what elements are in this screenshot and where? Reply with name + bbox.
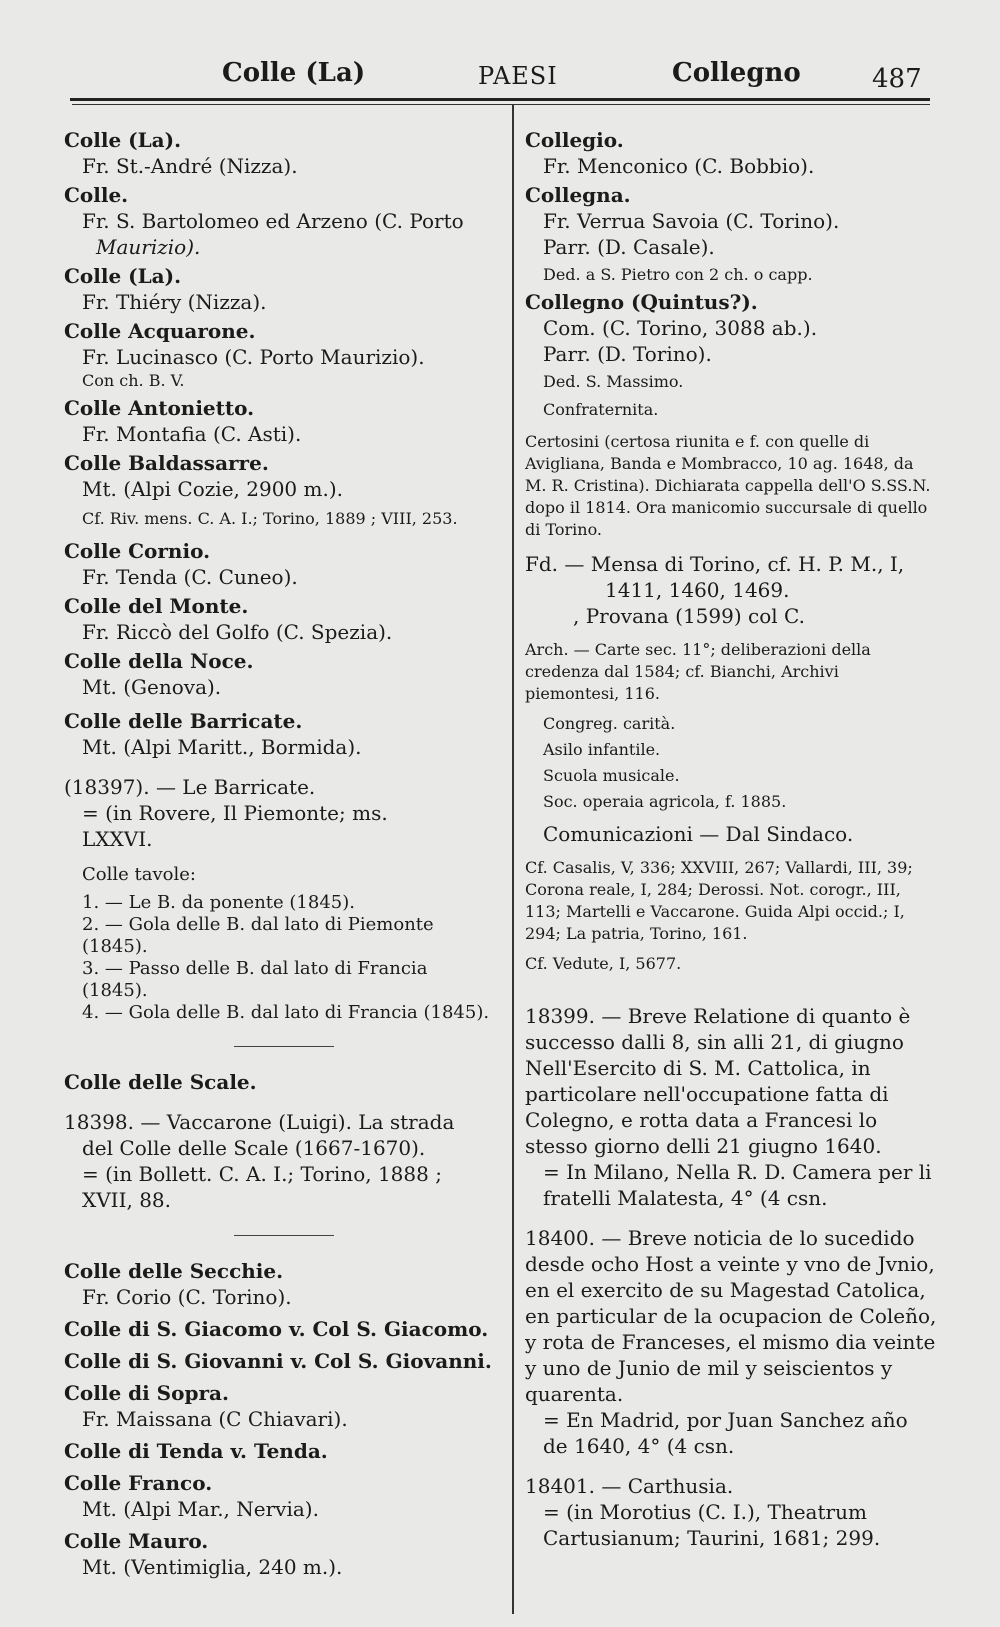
column-divider (512, 104, 514, 1614)
running-head-center: PAESI (478, 62, 558, 90)
entry-title: Colle di Sopra. (64, 1381, 229, 1405)
entry-title: Colle (La). (64, 264, 182, 288)
tavola-item: 4. — Gola delle B. dal lato di Francia (1845). (82, 1002, 490, 1023)
bibliography-number: 18398. — Vaccarone (Luigi). La strada (64, 1110, 455, 1134)
bibliography-entry: 18400. — Breve noticia de lo sucedido desde ocho Host a veinte y vno de Jvnio, en el exercito de su Magestad Catolica, en particular de la ocupacion de Coleño, y rota de Franceses, el mismo dia veinte y uno de Junio de mil y seiscientos y quarenta. (525, 1226, 937, 1406)
bibliography-line: = (in Rovere, Il Piemonte; ms. (82, 801, 388, 825)
entry-line: Com. (C. Torino, 3088 ab.). (543, 316, 818, 340)
entry-line: Fr. Menconico (C. Bobbio). (543, 154, 815, 178)
entry-line: Mt. (Genova). (82, 675, 222, 699)
entry-note: Soc. operaia agricola, f. 1885. (543, 792, 787, 811)
bibliography-line: del Colle delle Scale (1667-1670). (82, 1136, 426, 1160)
entry-note: Confraternita. (543, 400, 659, 419)
entry-title: Colle delle Secchie. (64, 1259, 284, 1283)
entry-title: Colle delle Barricate. (64, 709, 303, 733)
bibliography-line: XVII, 88. (82, 1188, 172, 1212)
separator (234, 1046, 334, 1047)
entry-title: Colle. (64, 183, 129, 207)
entry-line: Fr. Lucinasco (C. Porto Maurizio). (82, 345, 425, 369)
bibliography-number: (18397). — Le Barricate. (64, 775, 316, 799)
entry-title: Colle del Monte. (64, 594, 249, 618)
left-column (64, 124, 494, 1580)
entry-title: Colle Cornio. (64, 539, 211, 563)
entry-line: Fr. Thiéry (Nizza). (82, 290, 267, 314)
entry-title: Colle Mauro. (64, 1529, 209, 1553)
entry-reference: Cf. Vedute, I, 5677. (525, 954, 682, 973)
bibliography-line: LXXVI. (82, 827, 153, 851)
entry-line: Maurizio). (96, 235, 201, 259)
entry-title: Colle delle Scale. (64, 1070, 257, 1094)
entry-line: Fr. Riccò del Golfo (C. Spezia). (82, 620, 393, 644)
entry-title: Colle della Noce. (64, 649, 254, 673)
entry-title: Colle Franco. (64, 1471, 213, 1495)
entry-line: Fr. Montafia (C. Asti). (82, 422, 302, 446)
entry-title: Colle di S. Giacomo v. Col S. Giacomo. (64, 1317, 489, 1341)
entry-paragraph: Arch. — Carte sec. 11°; deliberazioni della credenza dal 1584; cf. Bianchi, Archivi piemontesi, 116. (525, 640, 871, 703)
bibliography-line: = In Milano, Nella R. D. Camera per li fratelli Malatesta, 4° (4 csn. (543, 1160, 932, 1210)
entry-line: Parr. (D. Casale). (543, 235, 715, 259)
entry-line: Fr. Corio (C. Torino). (82, 1285, 292, 1309)
entry-title: Colle Antonietto. (64, 396, 255, 420)
entry-line: Fr. S. Bartolomeo ed Arzeno (C. Porto (82, 209, 464, 233)
entry-line: Fd. — Mensa di Torino, cf. H. P. M., I, (525, 552, 905, 576)
entry-title: Collegno (Quintus?). (525, 290, 758, 314)
entry-line: Fr. St.-André (Nizza). (82, 154, 298, 178)
tavole-heading: Colle tavole: (82, 864, 196, 885)
right-column (525, 124, 937, 1551)
entry-paragraph: Certosini (certosa riunita e f. con quelle di Avigliana, Banda e Mombracco, 10 ag. 1648, da M. R. Cristina). Dichiarata cappella dell'O S.SS.N. dopo il 1814. Ora manicomio succursale di quello di Torino. (525, 432, 931, 539)
bibliography-line: = (in Bollett. C. A. I.; Torino, 1888 ; (82, 1162, 442, 1186)
page-number: 487 (872, 64, 922, 94)
entry-reference: Cf. Casalis, V, 336; XXVIII, 267; Vallardi, III, 39; Corona reale, I, 284; Derossi. Not. corogr., III, 113; Martelli e Vaccarone. Guida Alpi occid.; I, 294; La patria, Torino, 161. (525, 858, 913, 943)
entry-line: Fr. Maissana (C Chiavari). (82, 1407, 348, 1431)
entry-title: Colle di Tenda v. Tenda. (64, 1439, 328, 1463)
entry-line: Mt. (Alpi Cozie, 2900 m.). (82, 477, 343, 501)
entry-title: Collegna. (525, 183, 631, 207)
entry-line: Mt. (Alpi Maritt., Bormida). (82, 735, 362, 759)
entry-line: Fr. Tenda (C. Cuneo). (82, 565, 298, 589)
entry-line: , Provana (1599) col C. (573, 604, 805, 628)
entry-title: Colle di S. Giovanni v. Col S. Giovanni. (64, 1349, 492, 1373)
tavola-item: 3. — Passo delle B. dal lato di Francia (1845). (82, 958, 428, 1001)
bibliography-entry: 18399. — Breve Relatione di quanto è successo dalli 8, sin alli 21, di giugno Nell'Esercito di S. M. Cattolica, in particolare nell'occupatione fatta di Colegno, e rotta data a Francesi lo stesso giorno delli 21 giugno 1640. (525, 1004, 911, 1158)
tavola-item: 2. — Gola delle B. dal lato di Piemonte (1845). (82, 914, 434, 957)
page-header (0, 0, 1000, 110)
entry-line: 1411, 1460, 1469. (605, 578, 790, 602)
entry-title: Colle Baldassarre. (64, 451, 269, 475)
bibliography-line: = (in Morotius (C. I.), Theatrum Cartusianum; Taurini, 1681; 299. (543, 1500, 881, 1550)
entry-note: Congreg. carità. (543, 714, 676, 733)
bibliography-number: 18401. — Carthusia. (525, 1474, 734, 1498)
header-rule-thin (72, 104, 930, 105)
bibliography-line: = En Madrid, por Juan Sanchez año de 1640, 4° (4 csn. (543, 1408, 908, 1458)
entry-note: Asilo infantile. (543, 740, 661, 759)
header-rule (70, 98, 930, 101)
separator (234, 1235, 334, 1236)
entry-reference: Cf. Riv. mens. C. A. I.; Torino, 1889 ; VIII, 253. (82, 509, 458, 528)
entry-line: Parr. (D. Torino). (543, 342, 712, 366)
entry-note: Con ch. B. V. (82, 371, 185, 390)
entry-line: Mt. (Alpi Mar., Nervia). (82, 1497, 319, 1521)
entry-title: Colle Acquarone. (64, 319, 256, 343)
entry-note: Ded. S. Massimo. (543, 372, 684, 391)
entry-note: Ded. a S. Pietro con 2 ch. o capp. (543, 265, 813, 284)
entry-line: Mt. (Ventimiglia, 240 m.). (82, 1555, 343, 1579)
tavola-item: 1. — Le B. da ponente (1845). (82, 892, 355, 913)
entry-title: Colle (La). (64, 128, 182, 152)
running-head-left: Colle (La) (222, 58, 366, 88)
entry-title: Collegio. (525, 128, 624, 152)
running-head-right: Collegno (672, 58, 801, 88)
entry-note: Scuola musicale. (543, 766, 680, 785)
entry-line: Fr. Verrua Savoia (C. Torino). (543, 209, 840, 233)
entry-line: Comunicazioni — Dal Sindaco. (543, 822, 854, 846)
